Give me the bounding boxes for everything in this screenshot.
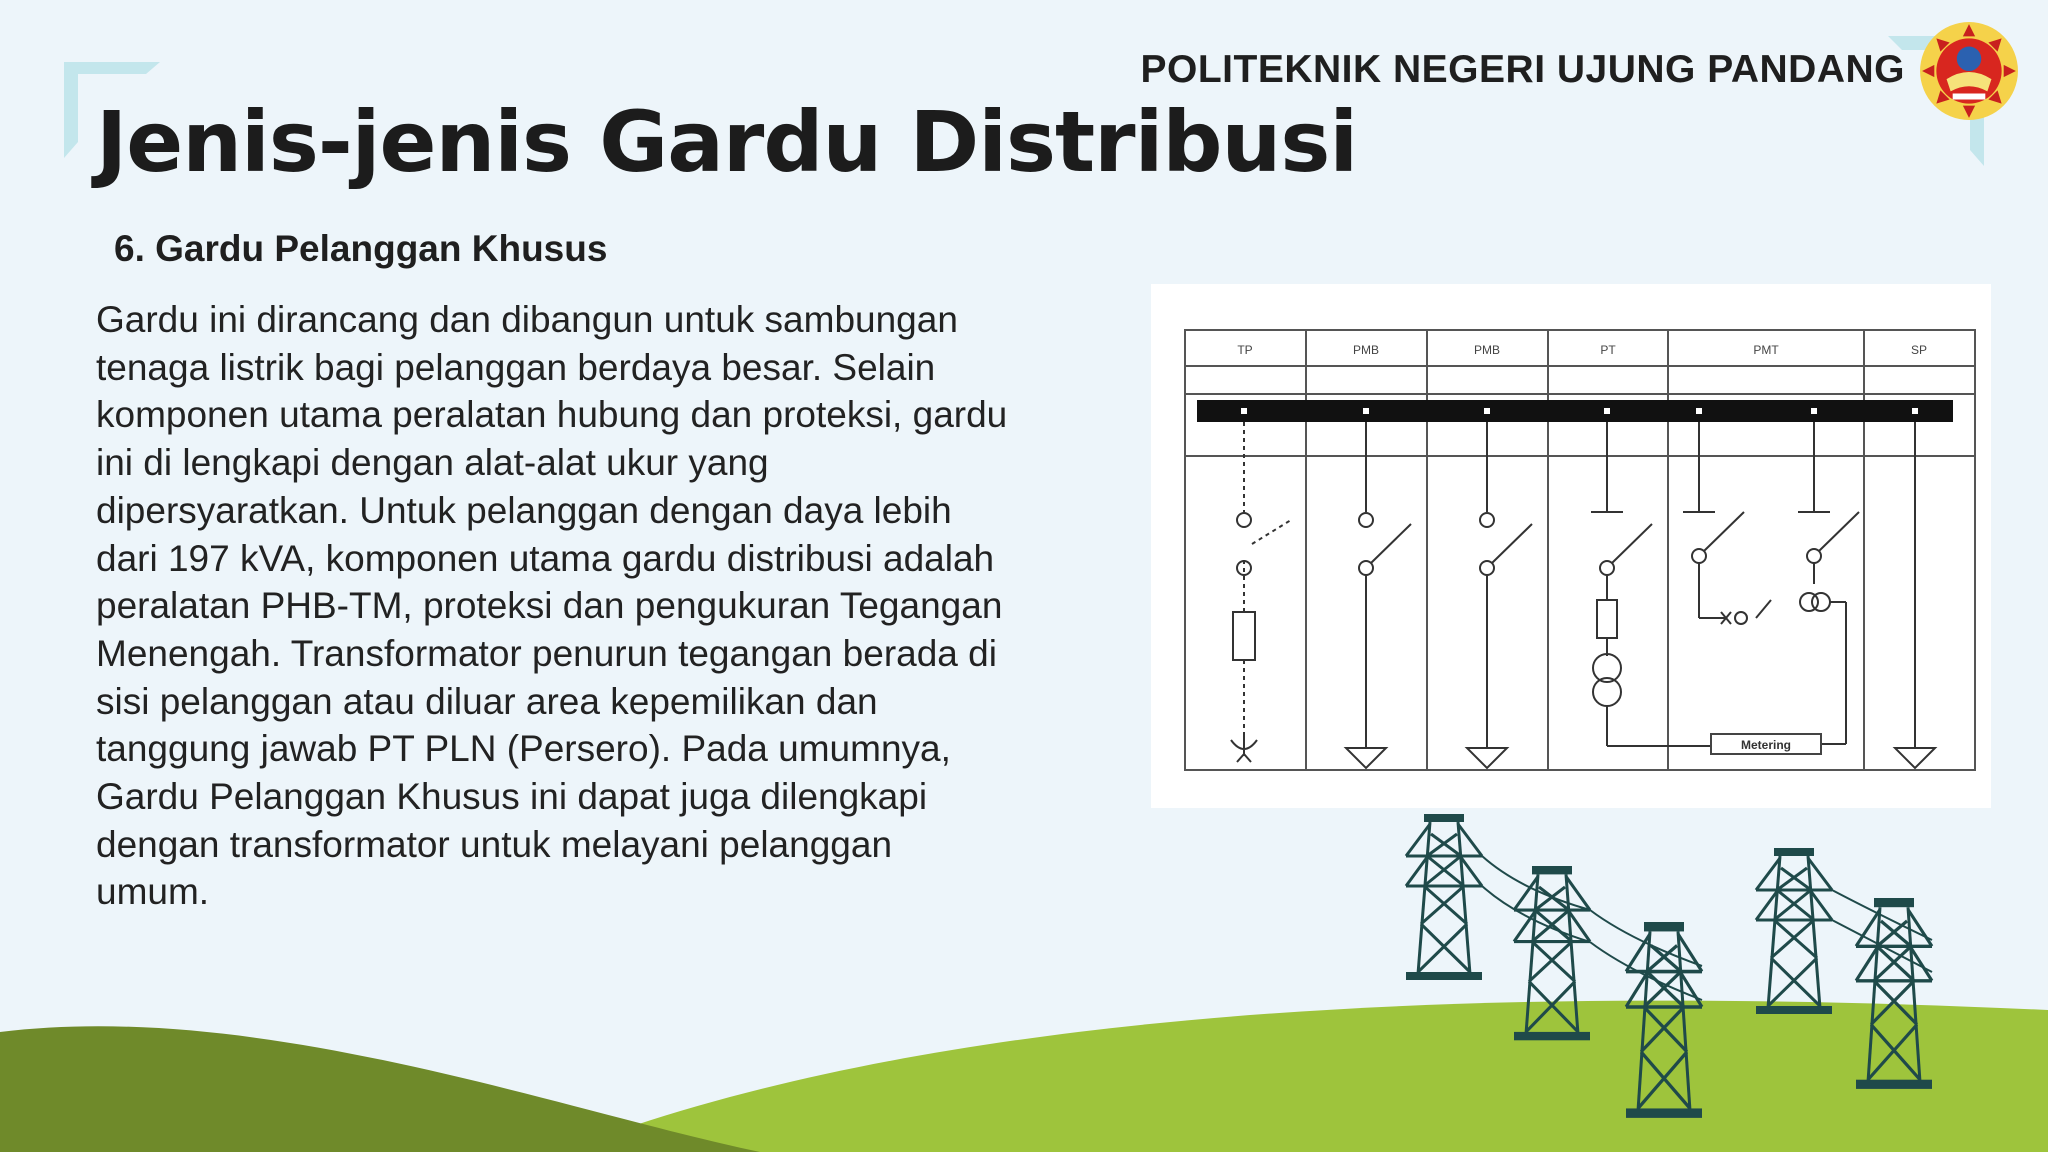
busbar	[1197, 400, 1953, 422]
column-label-sp: SP	[1910, 343, 1928, 357]
tower-1	[1406, 814, 1482, 980]
tower-5	[1856, 898, 1932, 1089]
column-label-pmt: PMT	[1753, 343, 1779, 357]
column-label-pmb-2: PMB	[1473, 343, 1501, 357]
institution-crest-icon	[1918, 20, 2020, 122]
institution-name: POLITEKNIK NEGERI UJUNG PANDANG	[1140, 48, 1905, 91]
body-paragraph: Gardu ini dirancang dan dibangun untuk sambungan tenaga listrik bagi pelanggan berdaya besar. Selain komponen utama peralatan hubung dan proteksi, gardu ini di lengkapi dengan alat-alat ukur yang dipersyaratkan. Untuk pelanggan dengan daya lebih dari 197 kVA, komponen utama gardu distribusi adalah peralatan PHB-TM, proteksi dan pengukuran Tegangan Menengah. Transformator penurun tegangan berada di sisi pelanggan atau diluar area kepemilikan dan tanggung jawab PT PLN (Persero). Pada umumnya, Gardu Pelanggan Khusus ini dapat juga dilengkapi dengan transformator untuk melayani pelanggan umum.	[96, 299, 1008, 913]
section-subtitle: 6. Gardu Pelanggan Khusus	[114, 228, 608, 269]
column-label-pt: PT	[1600, 343, 1616, 357]
single-line-diagram	[1151, 284, 1991, 808]
page-title: Jenis-jenis Gardu Distribusi	[96, 93, 1358, 191]
transmission-towers-decoration	[1380, 800, 1940, 1130]
column-label-pmb-1: PMB	[1352, 343, 1380, 357]
column-label-tp: TP	[1237, 343, 1253, 357]
tower-4	[1756, 848, 1832, 1014]
metering-label: Metering	[1740, 738, 1792, 752]
tower-2	[1514, 866, 1590, 1040]
